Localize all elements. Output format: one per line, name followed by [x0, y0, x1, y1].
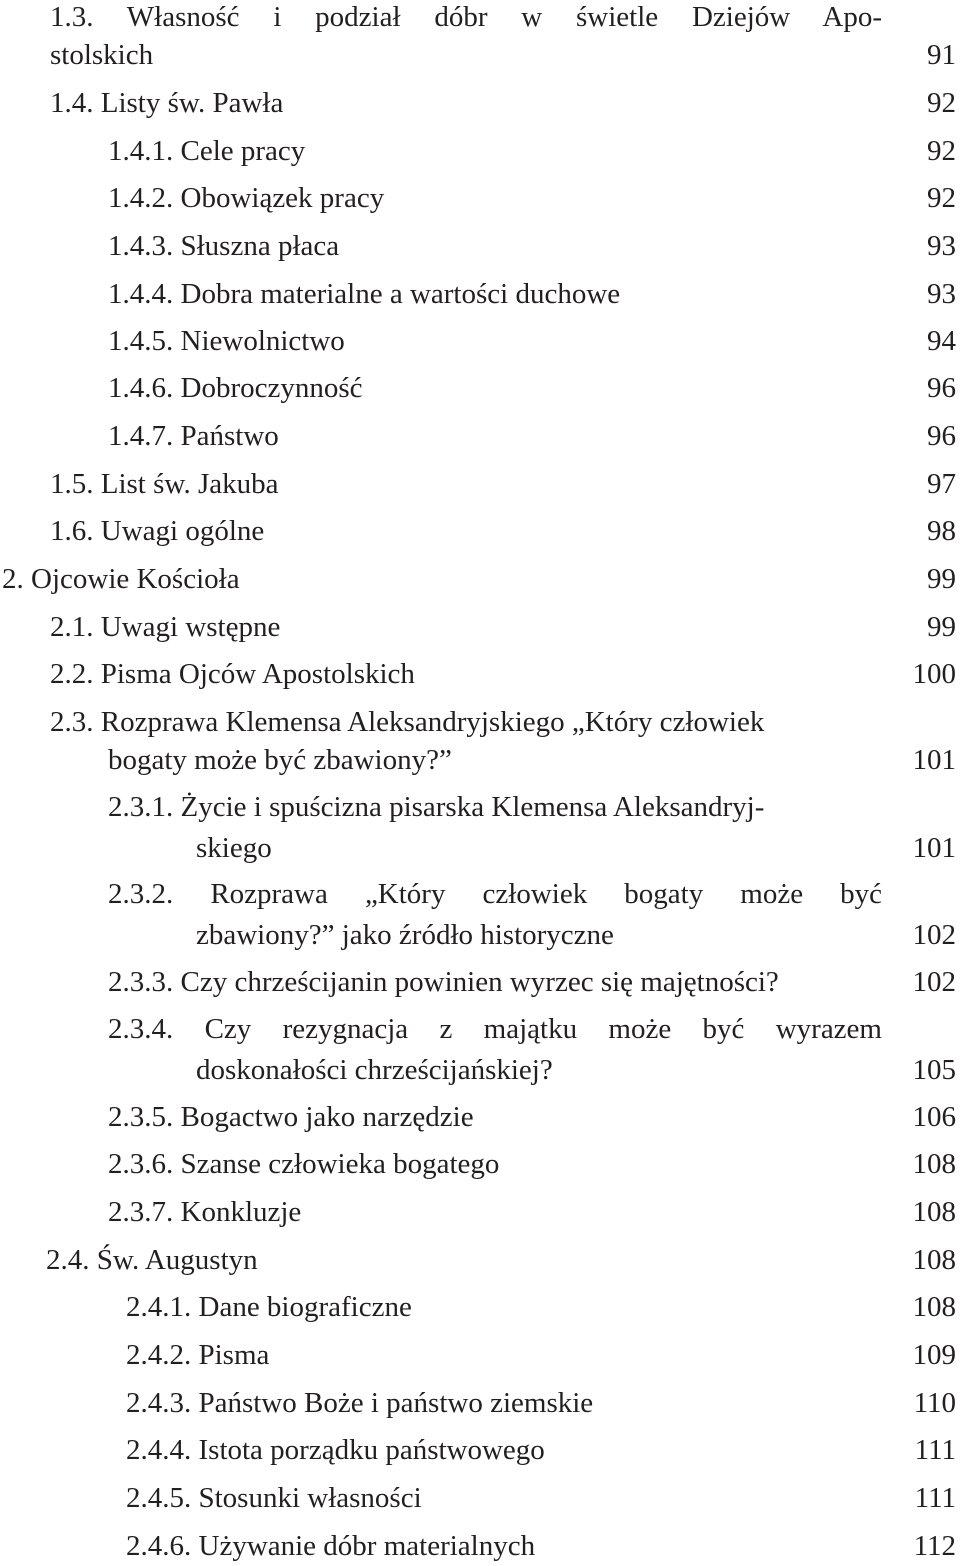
toc-entry-title: 1.4.3. Słuszna płaca: [108, 230, 340, 262]
toc-page-number: 96: [927, 420, 956, 452]
toc-page-number: 96: [927, 372, 956, 404]
toc-entry-title-continued: zbawiony?” jako źródło historyczne: [196, 919, 614, 951]
toc-page-number: 92: [927, 135, 956, 167]
toc-page-number: 92: [927, 182, 956, 214]
toc-entry-title: 2.4.2. Pisma: [126, 1339, 270, 1371]
toc-page-number: 106: [912, 1101, 956, 1133]
toc-entry-title: 1.4.5. Niewolnictwo: [108, 325, 345, 357]
toc-entry-title-continued: doskonałości chrześcijańskiej?: [196, 1054, 553, 1086]
toc-page-number: 92: [927, 87, 956, 119]
toc-entry-title: 1.4.1. Cele pracy: [108, 135, 306, 167]
toc-page-number: 100: [912, 658, 956, 690]
toc-entry-title: 1.4.7. Państwo: [108, 420, 279, 452]
toc-page-number: 93: [927, 278, 956, 310]
toc-page-number: 108: [912, 1148, 956, 1180]
toc-entry-title: 2.3.3. Czy chrześcijanin powinien wyrzec się majętności?: [108, 966, 779, 998]
toc-page-number: 110: [913, 1387, 956, 1419]
toc-entry-title: 1.4.2. Obowiązek pracy: [108, 182, 385, 214]
toc-entry-title: 2.4.5. Stosunki własności: [126, 1482, 422, 1514]
toc-page-number: 93: [927, 230, 956, 262]
toc-entry-title: 1.4.4. Dobra materialne a wartości duchowe: [108, 278, 621, 310]
toc-page-number: 108: [912, 1244, 956, 1276]
toc-entry-title: 2.4.4. Istota porządku państwowego: [126, 1434, 545, 1466]
toc-entry-title: 2.4.3. Państwo Boże i państwo ziemskie: [126, 1387, 594, 1419]
toc-entry-title: 1.4. Listy św. Pawła: [50, 87, 284, 119]
toc-page-number: 111: [914, 1434, 956, 1466]
toc-entry-title: 1.4.6. Dobroczynność: [108, 372, 363, 404]
toc-page-number: 105: [912, 1054, 956, 1086]
toc-entry-title: 2.3. Rozprawa Klemensa Aleksandryjskiego „Który człowiek: [50, 706, 765, 738]
toc-page-number: 108: [912, 1291, 956, 1323]
toc-page-number: 102: [912, 966, 956, 998]
toc-entry-title: 2.1. Uwagi wstępne: [50, 611, 281, 643]
toc-page-number: 102: [912, 919, 956, 951]
toc-page-number: 99: [927, 563, 956, 595]
toc-entry-title: 2.4. Św. Augustyn: [46, 1244, 258, 1276]
toc-entry-title-continued: bogaty może być zbawiony?”: [108, 744, 452, 776]
toc-page-number: 94: [927, 325, 956, 357]
toc-entry-title: 2.3.2. Rozprawa „Który człowiek bogaty może być: [108, 880, 882, 910]
toc-page-number: 108: [912, 1196, 956, 1228]
toc-entry-title: 2.3.1. Życie i spuścizna pisarska Klemensa Aleksandryj-: [108, 791, 765, 823]
toc-entry-title: 2.3.5. Bogactwo jako narzędzie: [108, 1101, 474, 1133]
toc-page-number: 111: [914, 1482, 956, 1514]
toc-page-number: 109: [912, 1339, 956, 1371]
toc-page-number: 112: [913, 1530, 956, 1562]
toc-page-number: 101: [912, 744, 956, 776]
toc-entry-title: 1.5. List św. Jakuba: [50, 468, 279, 500]
toc-entry-title: 2.3.7. Konkluzje: [108, 1196, 302, 1228]
toc-entry-title: 2.4.1. Dane biograficzne: [126, 1291, 412, 1323]
toc-entry-title-continued: skiego: [196, 832, 272, 864]
toc-page-number: 98: [927, 515, 956, 547]
toc-page-number: 101: [912, 832, 956, 864]
toc-entry-title-continued: stolskich: [50, 39, 154, 71]
toc-entry-title: 2.3.6. Szanse człowieka bogatego: [108, 1148, 500, 1180]
toc-page-number: 97: [927, 468, 956, 500]
toc-page-number: 99: [927, 611, 956, 643]
toc-entry-title: 1.3. Własność i podział dóbr w świetle Dziejów Apo-: [50, 3, 882, 33]
toc-entry-title: 2.4.6. Używanie dóbr materialnych: [126, 1530, 536, 1562]
toc-entry-title: 2.2. Pisma Ojców Apostolskich: [50, 658, 415, 690]
toc-entry-title: 2. Ojcowie Kościoła: [2, 563, 240, 595]
toc-page-number: 91: [927, 39, 956, 71]
toc-entry-title: 1.6. Uwagi ogólne: [50, 515, 265, 547]
toc-entry-title: 2.3.4. Czy rezygnacja z majątku może być wyrazem: [108, 1015, 882, 1045]
